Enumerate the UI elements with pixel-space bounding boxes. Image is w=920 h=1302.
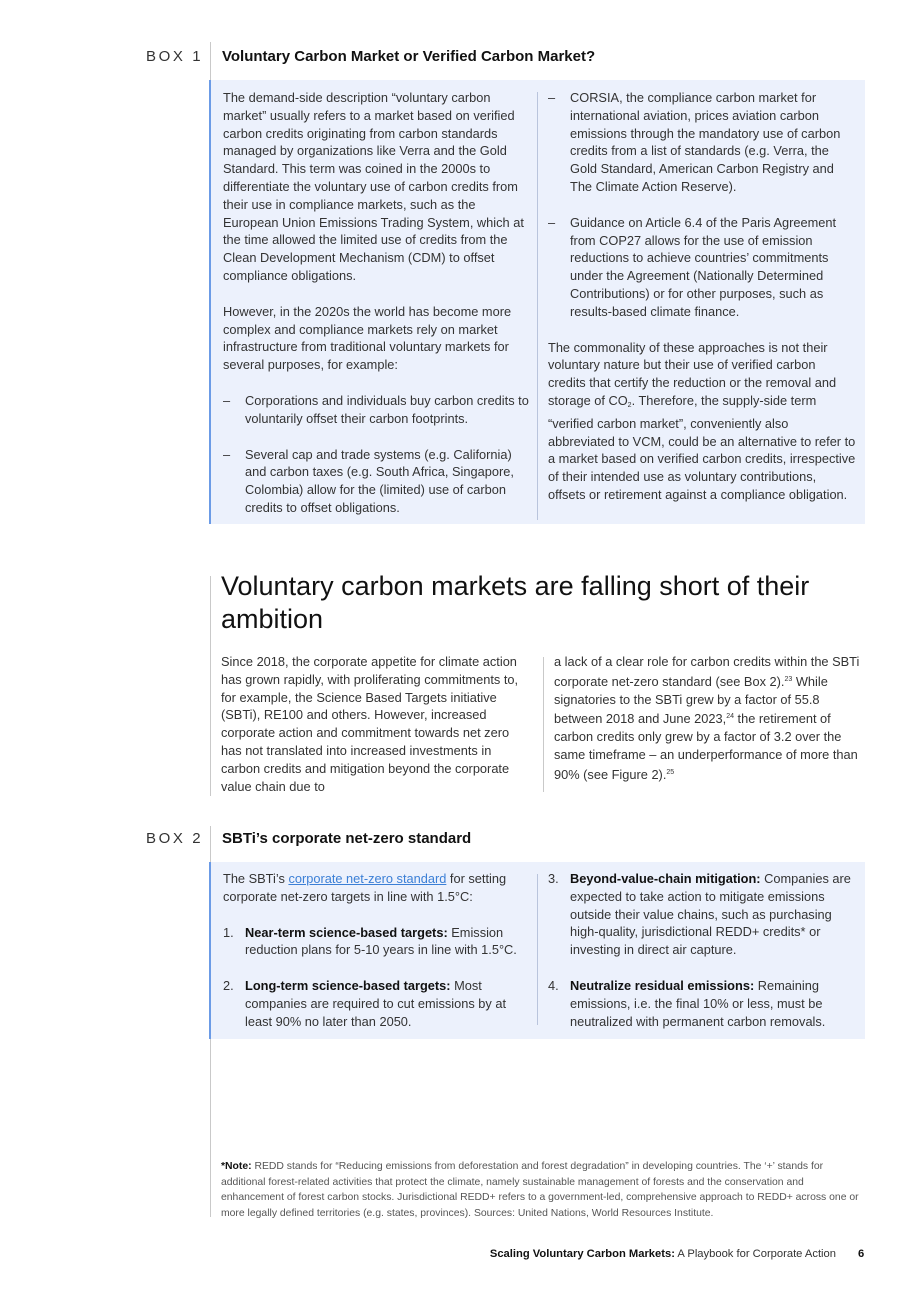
rule-section — [210, 576, 211, 796]
rule-box2-header — [210, 826, 211, 862]
box1-column-divider — [537, 92, 538, 520]
box1-bullet-2: – Several cap and trade systems (e.g. California) and carbon taxes (e.g. South Africa, Singapore, Colombia) allow for the (limited) use of carbon credits to offset obligations. — [223, 446, 514, 515]
rule-box1-header — [210, 42, 211, 80]
box1-paragraph-2: However, in the 2020s the world has become more complex and compliance markets rely on market infrastructure from traditional voluntary markets for several purposes, for example: — [223, 303, 512, 373]
box1-title: Voluntary Carbon Market or Verified Carbon Market? — [222, 48, 596, 65]
footnote-ref-24: 24 — [726, 713, 734, 721]
section-heading: Voluntary carbon markets are falling short of their ambition — [221, 571, 810, 634]
box2-item-1: 1. Near-term science-based targets: Emission reduction plans for 5-10 years in line with 1.5°C. — [223, 924, 517, 958]
box1-paragraph-3: The commonality of these approaches is not their voluntary nature but their use of verified carbon credits that certify the reduction or the removal and storage of $CO_2$. Therefore, the supply-side term “verified carbon market”, conveniently also abbreviated to VCM, could be an alternative to refer to a market based on verified carbon credits, irrespective of their intended use as voluntary contributions, offsets or retirement against a compliance obligation. — [548, 339, 856, 502]
section-left-text: Since 2018, the corporate appetite for climate action has grown rapidly, with proliferating commitments to, for example, the Science Based Targets initiative (SBTi), RE100 and others. However, increased corporate action and commitment towards net zero has not translated into increased investments in carbon credits and mitigation beyond the corporate value chain due to — [221, 654, 519, 794]
box2-item-2: 2. Long-term science-based targets: Most companies are required to cut emissions by at least 90% no later than 2050. — [223, 978, 507, 1029]
box2-title: SBTi’s corporate net-zero standard — [222, 830, 472, 847]
box2-column-divider — [537, 874, 538, 1025]
rule-note — [210, 1039, 211, 1217]
box1-bullet-1: – Corporations and individuals buy carbon credits to voluntarily offset their carbon footprints. — [223, 392, 529, 426]
box2-left-column — [223, 870, 529, 1031]
box1-paragraph-1: The demand-side description “voluntary carbon market” usually refers to a market based on verified carbon credits originating from carbon standards managed by organizations like Verra and the Gold Standard. This term was coined in the 2000s to differentiate the voluntary use of carbon credits from their use in compliance markets, such as the European Union Emissions Trading System, which at the time allowed the limited use of credits from the Clean Development Mechanism (CDM) to offset compliance obligations. — [223, 90, 524, 283]
box2-item-4: 4. Neutralize residual emissions: Remaining emissions, i.e. the final 10% or less, must be neutralized with permanent carbon removals. — [548, 977, 826, 1029]
box1-left-column — [223, 89, 529, 517]
corporate-net-zero-standard-link[interactable]: corporate net-zero standard — [288, 871, 447, 886]
box1-right-column — [548, 89, 856, 504]
box1-label: BOX 1 — [146, 48, 204, 65]
box1-bullet-3: – CORSIA, the compliance carbon market for international aviation, prices aviation carbon emissions through the mandatory use of carbon credits from a list of standards (e.g. Verra, the Gold Standard, American Carbon Registry and The Climate Action Reserve). — [548, 90, 841, 194]
box1-panel — [211, 80, 865, 524]
box2-panel — [211, 862, 865, 1039]
page-number: 6 — [858, 1248, 865, 1260]
section-right-text: a lack of a clear role for carbon credits within the SBTi corporate net-zero standard (see Box 2).$^{23}$ While signatories to the SBTi grew by a factor of 55.8 between 2018 and June 2023,24 the retirement of carbon credits only grew by a factor of 3.2 over the same timeframe – an underperformance of more than 90% (see Figure 2).$^{25}$ — [554, 654, 860, 782]
box2-right-column — [548, 870, 856, 1030]
box2-label: BOX 2 — [146, 830, 204, 847]
box2-item-3: 3. Beyond-value-chain mitigation: Companies are expected to take action to mitigate emissions outside their value chains, such as purchasing high-quality, jurisdictional REDD+ credits* or investing in direct air capture. — [548, 871, 851, 958]
box1-bullet-4: – Guidance on Article 6.4 of the Paris Agreement from COP27 allows for the use of emission reductions to achieve countries’ commitments under the Agreement (Nationally Determined Contributions) or for other purposes, such as results-based climate finance. — [548, 214, 837, 319]
footnote-ref-25: 25 — [666, 768, 675, 776]
box2-intro: The SBTi’s corporate net-zero standard for setting corporate net-zero targets in line with 1.5°C: — [223, 871, 507, 904]
page-footer-title: Scaling Voluntary Carbon Markets: A Playbook for Corporate Action — [489, 1248, 836, 1260]
footnote-ref-23: 23 — [784, 675, 793, 683]
section-column-divider — [543, 657, 544, 792]
footnote: *Note: REDD stands for “Reducing emissions from deforestation and forest degradation” in developing countries. The ‘+’ stands for additional forest-related activities that protect the climate, namely sustainable management of forests and the conservation and enhancement of forest carbon stocks. Jurisdictional REDD+ refers to a government-led, comprehensive approach to REDD+ across one or more legally defined territories (e.g. states, provinces). Sources: United Nations, World Resources Institute. — [221, 1161, 859, 1219]
